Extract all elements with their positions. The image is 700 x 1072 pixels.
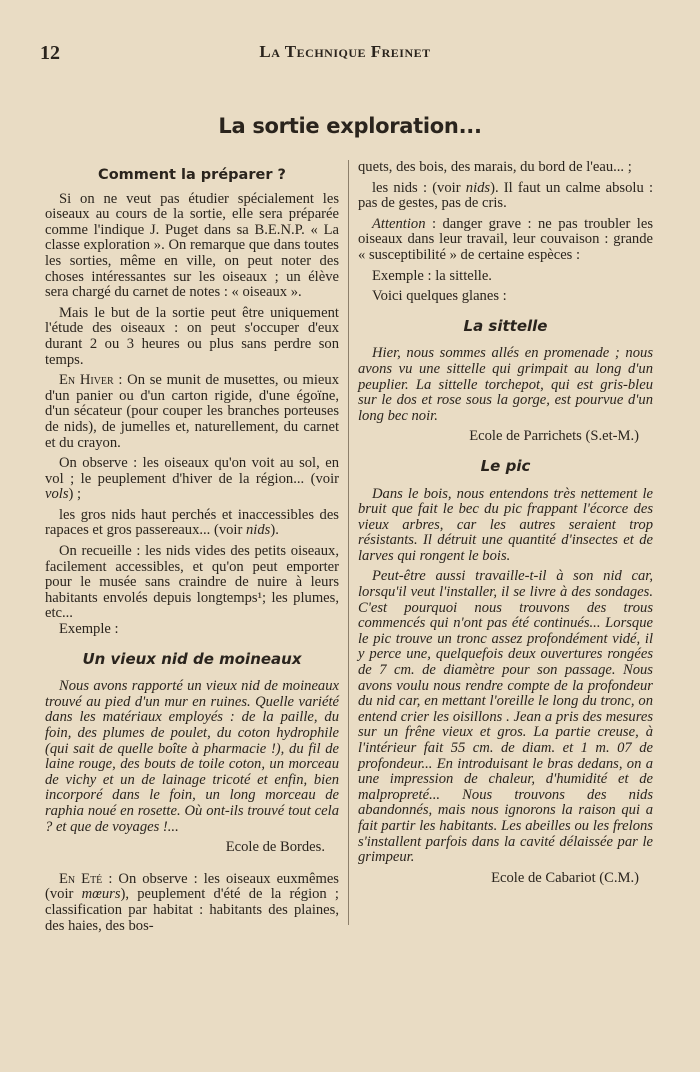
cross-reference: nids xyxy=(465,179,491,196)
paragraph xyxy=(45,373,339,451)
page-number: 12 xyxy=(40,42,60,64)
section-heading: Comment la préparer ? xyxy=(98,167,286,183)
paragraph-text: ) ; xyxy=(68,486,82,503)
paragraph xyxy=(45,872,339,934)
cross-reference: vols xyxy=(45,486,69,503)
left-column xyxy=(45,160,339,939)
student-text: Nous avons rapporté un vieux nid de moineaux trouvé au pied d'un mur en ruines. Quelle variété dans les matériaux employés : de la paille, du foin, des plumes de poulet, du coton hydrophile (qui sait de quelle boîte à pharmacie !), du fil de laine rouge, des bouts de toile coton, un morceau de vichy et un de lainage tricoté et enfin, bien incorporé dans le foin, un long morceau de raphia noué en rosette. Où ont-ils trouvé tout cela ? et que de voyages !... xyxy=(45,678,339,835)
season-label: En Hiver xyxy=(59,372,114,389)
student-text: Dans le bois, nous entendons très nettement le bruit que fait le bec du pic frappant l'écorce des vieux arbres, car les autres seraient trop résistants. Il détruit une quantité d'insectes et de larves qui rongent le bois. xyxy=(358,485,653,564)
subsection-heading: Le pic xyxy=(480,456,531,475)
running-title: La Technique Freinet xyxy=(259,42,431,61)
paragraph-text: : On observe : les oiseaux euxmêmes (voir xyxy=(45,870,339,903)
page-title: La sortie exploration... xyxy=(218,114,482,138)
school-signature: Ecole de Cabariot (C.M.) xyxy=(491,869,639,886)
paragraph-text: : On se munit de musettes, ou mieux d'un panier ou d'un carton rigide, d'une égoïne, d'un sécateur (pour couper les branches porteuses de nids), de jumelles et, naturellement, du carnet et du crayon. xyxy=(45,372,340,451)
subsection-heading: La sittelle xyxy=(463,316,548,335)
paragraph-text: ). xyxy=(270,522,279,539)
paragraph: Mais le but de la sortie peut être uniquement l'étude des oiseaux : on peut s'occuper d'eux durant 2 ou 3 heures ou plus sans perdre son temps. xyxy=(45,304,339,368)
student-text: Peut-être aussi travaille-t-il à son nid car, lorsqu'il veut l'installer, il se livre à des sondages. C'est pourquoi nous trouvons des trous commencés qui n'ont pas été continués... Lorsque le pic trouve un tronc assez profondément vidé, il y perce une, quelquefois deux ouvertures rongées de 7 cm. de diamètre pour son passage. Nous avons voulu nous rendre compte de la profondeur du nid car, en mettant l'oreille le long du tronc, on entend crier les oisillons . Jean a pris des mesures sur un frêne vieux et gros. La partie creuse, à l'intérieur fait 55 cm. de diam. et 1 m. 07 de profondeur... En introduisant le bras dedans, on a une impression de chaleur, d'humidité et de malpropreté... Nous trouvons des nids abandonnés, mais nous ignorons la raison qui a fait partir les habitants. Les abeilles ou les frelons s'installent parfois dans la cavité délaissée par le grimpeur. xyxy=(358,568,653,866)
paragraph: Exemple : xyxy=(59,621,119,638)
season-label: En Eté xyxy=(59,870,103,887)
paragraph: On recueille : les nids vides des petits oiseaux, facilement accessibles, et qu'on peut emporter pour le musée sans craindre de nuire à leurs habitants envolés depuis longtemps¹; les plumes, etc... xyxy=(45,543,339,622)
right-column xyxy=(358,160,653,892)
cross-reference: mœurs xyxy=(81,886,121,903)
paragraph xyxy=(358,217,653,264)
paragraph: Voici quelques glanes : xyxy=(372,288,507,305)
subsection-heading: Un vieux nid de moineaux xyxy=(82,649,302,668)
school-signature: Ecole de Bordes. xyxy=(225,839,325,856)
paragraph xyxy=(358,181,653,212)
student-text: Hier, nous sommes allés en promenade ; nous avons vu une sittelle qui grimpait au long d'un peuplier. La sittelle torchepot, qui est gris-bleu sur le dos et rose sous la gorge, est pourvue d'un long bec noir. xyxy=(358,345,653,424)
warning-label: Attention xyxy=(372,215,426,232)
cross-reference: nids xyxy=(246,522,271,539)
paragraph: Si on ne veut pas étudier spécialement les oiseaux au cours de la sortie, elle sera préparée comme l'indique J. Puget dans sa B.E.N.P. « La classe exploration ». On remarque que dans toutes les sorties, même en ville, on peut noter des choses intéressantes sur les oiseaux ; un élève sera chargé du carnet de notes : « oiseaux ». xyxy=(45,190,339,301)
paragraph xyxy=(45,508,339,539)
paragraph-text: ), peuplement d'été de la région ; classification par habitat : habitants des plaines, des haies, des bos- xyxy=(45,886,339,934)
paragraph-text: : danger grave : ne pas troubler les oiseaux dans leur travail, leur couvaison : grande « susceptibilité » de certaine espèces : xyxy=(358,215,653,263)
paragraph-text: les nids : (voir xyxy=(372,179,466,196)
paragraph-text: ). Il faut un calme absolu : pas de gestes, pas de cris. xyxy=(358,179,653,212)
paragraph-text: les gros nids haut perchés et inaccessibles des rapaces et gros passereaux... (voir xyxy=(45,506,339,539)
paragraph: quets, des bois, des marais, du bord de l'eau... ; xyxy=(358,159,632,175)
paragraph: Exemple : la sittelle. xyxy=(372,267,492,284)
paragraph xyxy=(45,456,339,503)
school-signature: Ecole de Parrichets (S.et-M.) xyxy=(469,428,639,445)
paragraph-text: On observe : les oiseaux qu'on voit au sol, en vol ; le peuplement d'hiver de la région... (voir xyxy=(45,455,339,487)
